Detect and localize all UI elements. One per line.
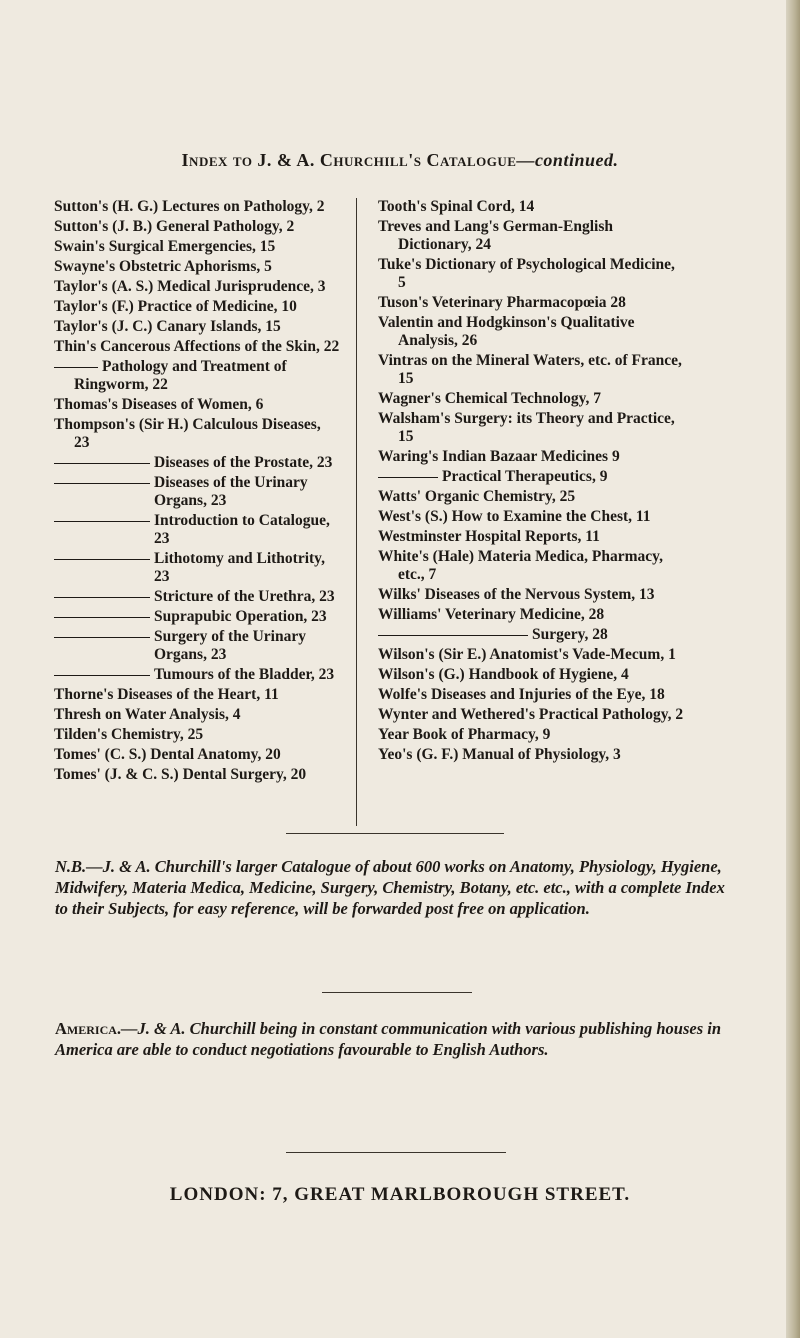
index-entry: Wilson's (G.) Handbook of Hygiene, 4	[378, 666, 629, 683]
ditto-dash	[54, 637, 150, 638]
publisher-address: LONDON: 7, GREAT MARLBOROUGH STREET.	[169, 1184, 631, 1205]
header-title: Index to J. & A. Churchill's Catalogue	[181, 150, 517, 170]
index-entry: Taylor's (A. S.) Medical Jurisprudence, 3	[54, 278, 326, 295]
index-subentry-text: Surgery, 28	[532, 626, 608, 643]
index-entry: Tomes' (J. & C. S.) Dental Surgery, 20	[54, 766, 307, 783]
america-paragraph	[55, 1018, 727, 1060]
index-entry: Vintras on the Mineral Waters, etc. of France, 15	[378, 352, 682, 387]
index-subentry-text: Practical Therapeutics, 9	[442, 468, 608, 485]
index-column-right	[378, 198, 684, 766]
page-edge	[786, 0, 800, 1338]
index-column-left	[54, 198, 340, 786]
ditto-dash	[54, 367, 98, 368]
index-subentry	[54, 358, 340, 394]
ditto-dash	[54, 483, 150, 484]
ditto-dash	[378, 477, 438, 478]
index-subentry	[54, 588, 340, 606]
index-subentry	[54, 666, 340, 684]
index-entry: Thompson's (Sir H.) Calculous Diseases, 23	[54, 416, 321, 451]
page-header	[40, 150, 760, 171]
section-rule	[286, 833, 504, 834]
index-entry: Tuson's Veterinary Pharmacopœia 28	[378, 294, 626, 311]
index-entry: Sutton's (H. G.) Lectures on Pathology, 2	[54, 198, 325, 215]
index-entry: Walsham's Surgery: its Theory and Practice, 15	[378, 410, 675, 445]
index-entry: Treves and Lang's German-English Dictionary, 24	[378, 218, 613, 253]
ditto-dash	[54, 617, 150, 618]
index-subentry-text: Suprapubic Operation, 23	[154, 608, 327, 625]
index-subentry-text: Diseases of the Urinary Organs, 23	[154, 474, 308, 509]
index-entry: Watts' Organic Chemistry, 25	[378, 488, 576, 505]
index-entry: Tooth's Spinal Cord, 14	[378, 198, 535, 215]
index-entry: Williams' Veterinary Medicine, 28	[378, 606, 605, 623]
ditto-dash	[54, 559, 150, 560]
index-entry: Thomas's Diseases of Women, 6	[54, 396, 264, 413]
index-entry: Year Book of Pharmacy, 9	[378, 726, 551, 743]
index-entry: Wilks' Diseases of the Nervous System, 13	[378, 586, 655, 603]
index-entry: Wolfe's Diseases and Injuries of the Eye, 18	[378, 686, 665, 703]
index-entry: Swayne's Obstetric Aphorisms, 5	[54, 258, 272, 275]
index-entry: Thresh on Water Analysis, 4	[54, 706, 241, 723]
index-entry: Yeo's (G. F.) Manual of Physiology, 3	[378, 746, 621, 763]
america-lead: America.	[55, 1019, 122, 1038]
index-entry: Wagner's Chemical Technology, 7	[378, 390, 602, 407]
nb-paragraph: N.B.—J. & A. Churchill's larger Catalogue of about 600 works on Anatomy, Physiology, Hygiene, Midwifery, Materia Medica, Medicine, Surgery, Chemistry, Botany, etc. etc., with a complete Index to their Subjects, for easy reference, will be forwarded post free on application.	[55, 857, 725, 918]
index-subentry	[54, 628, 340, 664]
america-text: —J. & A. Churchill being in constant communication with various publishing houses in America are able to conduct negotiations favourable to English Authors.	[55, 1019, 722, 1059]
index-subentry-text: Introduction to Catalogue, 23	[154, 512, 330, 547]
ditto-dash	[54, 675, 150, 676]
section-rule	[286, 1152, 506, 1153]
index-entry: Sutton's (J. B.) General Pathology, 2	[54, 218, 295, 235]
index-subentry-text: Pathology and Treatment of Ringworm, 22	[74, 358, 287, 393]
index-entry: Tilden's Chemistry, 25	[54, 726, 204, 743]
index-subentry	[54, 608, 340, 626]
index-subentry	[54, 512, 340, 548]
index-entry: Taylor's (J. C.) Canary Islands, 15	[54, 318, 281, 335]
ditto-dash	[54, 463, 150, 464]
index-subentry-text: Surgery of the Urinary Organs, 23	[154, 628, 306, 663]
index-subentry	[378, 468, 684, 486]
index-subentry-text: Diseases of the Prostate, 23	[154, 454, 333, 471]
index-entry: Taylor's (F.) Practice of Medicine, 10	[54, 298, 297, 315]
index-subentry-text: Tumours of the Bladder, 23	[154, 666, 335, 683]
index-subentry	[54, 474, 340, 510]
index-entry: Wynter and Wethered's Practical Pathology, 2	[378, 706, 684, 723]
index-subentry-text: Lithotomy and Lithotrity, 23	[154, 550, 325, 585]
ditto-dash	[378, 635, 528, 636]
index-entry: White's (Hale) Materia Medica, Pharmacy, etc., 7	[378, 548, 663, 583]
index-entry: Westminster Hospital Reports, 11	[378, 528, 600, 545]
index-subentry-text: Stricture of the Urethra, 23	[154, 588, 335, 605]
index-entry: Tomes' (C. S.) Dental Anatomy, 20	[54, 746, 281, 763]
column-divider	[356, 198, 357, 826]
index-entry: Thin's Cancerous Affections of the Skin, 22	[54, 338, 340, 355]
index-subentry	[54, 550, 340, 586]
index-entry: Swain's Surgical Emergencies, 15	[54, 238, 276, 255]
index-subentry	[378, 626, 684, 644]
index-entry: Valentin and Hodgkinson's Qualitative Analysis, 26	[378, 314, 635, 349]
index-entry: Waring's Indian Bazaar Medicines 9	[378, 448, 620, 465]
index-subentry	[54, 454, 340, 472]
index-entry: Wilson's (Sir E.) Anatomist's Vade-Mecum, 1	[378, 646, 676, 663]
index-entry: Tuke's Dictionary of Psychological Medicine, 5	[378, 256, 675, 291]
index-entry: West's (S.) How to Examine the Chest, 11	[378, 508, 651, 525]
ditto-dash	[54, 521, 150, 522]
header-continued: —continued.	[516, 150, 619, 170]
section-rule	[322, 992, 472, 993]
index-entry: Thorne's Diseases of the Heart, 11	[54, 686, 279, 703]
ditto-dash	[54, 597, 150, 598]
